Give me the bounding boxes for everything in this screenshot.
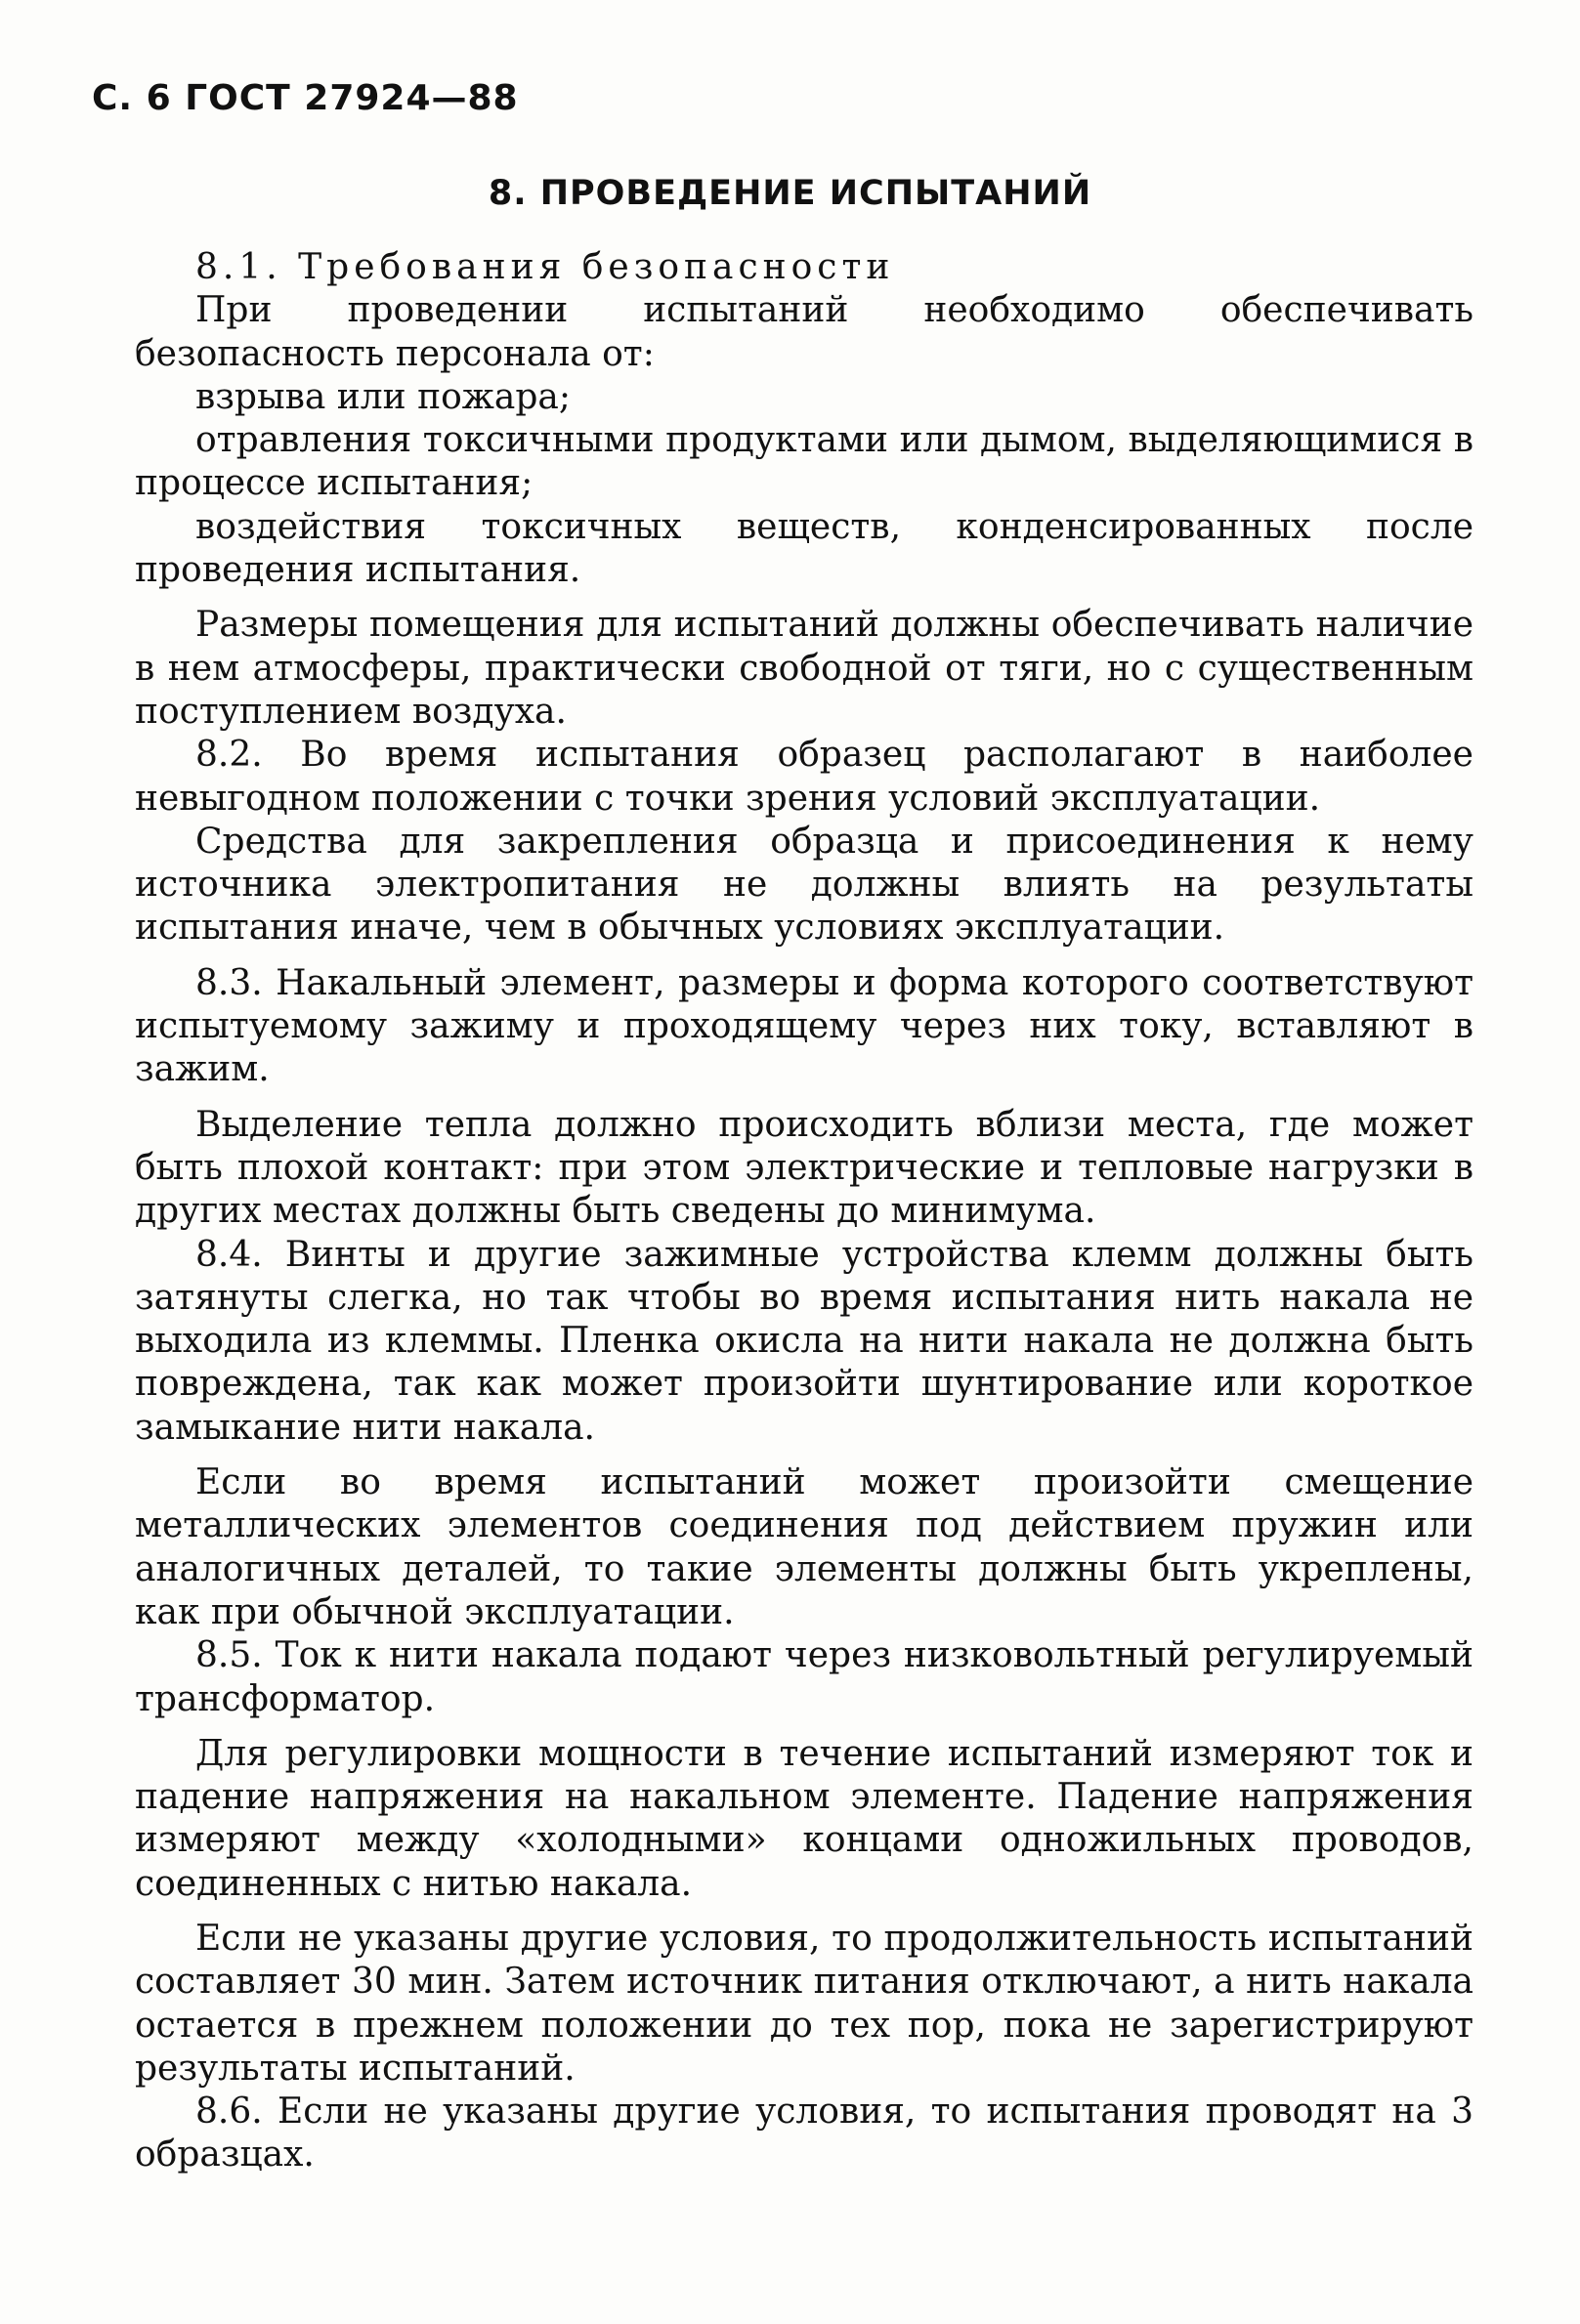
- list-item: отравления токсичными продуктами или дымом, выделяющимися в процессе испытания;: [135, 420, 1473, 504]
- list-item: воздействия токсичных веществ, конденсированных после проведения испытания.: [135, 506, 1473, 591]
- paragraph: Если не указаны другие условия, то продолжительность испытаний составляет 30 мин. Затем источник питания отключают, а нить накала остается в прежнем положении до тех пор, пока не зарегистрируют результаты испытаний.: [135, 1918, 1473, 2089]
- paragraph: 8.2. Во время испытания образец располагают в наиболее невыгодном положении с точки зрения условий эксплуатации.: [135, 735, 1473, 819]
- paragraph: При проведении испытаний необходимо обеспечивать безопасность персонала от:: [135, 290, 1473, 374]
- paragraph: Для регулировки мощности в течение испытаний измеряют ток и падение напряжения на накальном элементе. Падение напряжения измеряют между «холодными» концами одножильных проводов, соединенных с нитью накала.: [135, 1733, 1473, 1904]
- paragraph: 8.4. Винты и другие зажимные устройства клемм должны быть затянуты слегка, но так чтобы во время испытания нить накала не выходила из клеммы. Пленка окисла на нити накала не должна быть повреждена, так как может произойти шунтирование или короткое замыкание нити накала.: [135, 1234, 1473, 1448]
- paragraph: Выделение тепла должно происходить вблизи места, где может быть плохой контакт: при этом электрические и тепловые нагрузки в других местах должны быть сведены до минимума.: [135, 1104, 1473, 1232]
- body-text: [135, 246, 1473, 2177]
- paragraph: Если во время испытаний может произойти смещение металлических элементов соединения под действием пружин или аналогичных деталей, то такие элементы должны быть укреплены, как при обычной эксплуатации.: [135, 1462, 1473, 1632]
- page-header: С. 6 ГОСТ 27924—88: [92, 78, 519, 118]
- subsection-heading: 8.1. Требования безопасности: [195, 247, 895, 287]
- section-title: 8. ПРОВЕДЕНИЕ ИСПЫТАНИЙ: [488, 174, 1092, 213]
- paragraph: 8.5. Ток к нити накала подают через низковольтный регулируемый трансформатор.: [135, 1635, 1473, 1719]
- paragraph: 8.3. Накальный элемент, размеры и форма которого соответствуют испытуемому зажиму и проходящему через них току, вставляют в зажим.: [135, 962, 1473, 1090]
- paragraph: Размеры помещения для испытаний должны обеспечивать наличие в нем атмосферы, практически свободной от тяги, но с существенным поступлением воздуха.: [135, 605, 1473, 732]
- paragraph: Средства для закрепления образца и присоединения к нему источника электропитания не должны влиять на результаты испытания иначе, чем в обычных условиях эксплуатации.: [135, 821, 1473, 949]
- list-item: взрыва или пожара;: [195, 376, 571, 417]
- paragraph: 8.6. Если не указаны другие условия, то испытания проводят на 3 образцах.: [135, 2092, 1473, 2176]
